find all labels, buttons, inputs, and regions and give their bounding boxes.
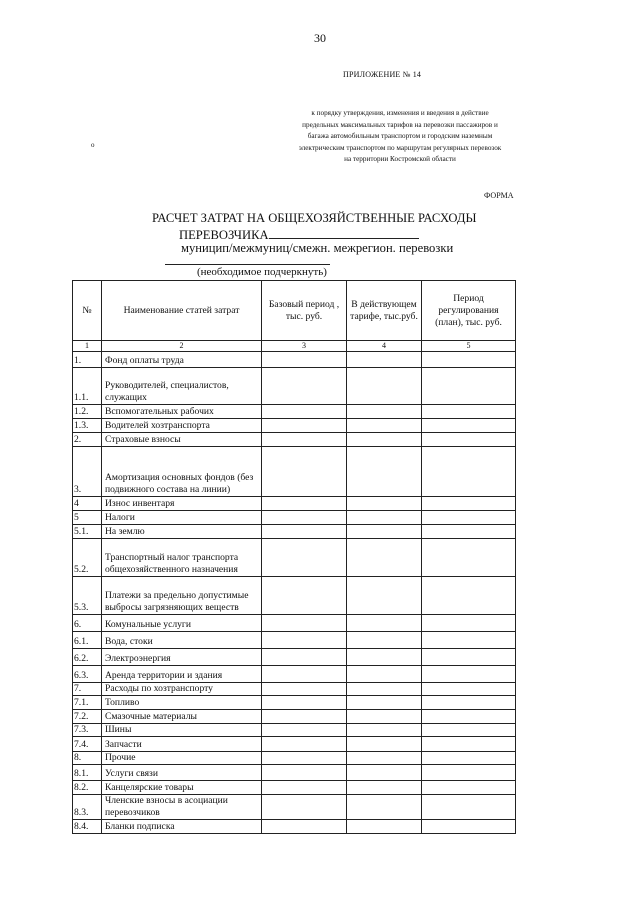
value-cell-plan-period[interactable] xyxy=(422,539,516,577)
value-cell-plan-period[interactable] xyxy=(422,820,516,834)
value-cell-base-period[interactable] xyxy=(262,710,347,724)
value-cell-base-period[interactable] xyxy=(262,352,347,368)
value-cell-base-period[interactable] xyxy=(262,820,347,834)
table-row xyxy=(73,632,516,649)
table-row xyxy=(73,405,516,419)
underline-rule xyxy=(165,264,330,265)
value-cell-plan-period[interactable] xyxy=(422,666,516,683)
value-cell-current-tariff[interactable] xyxy=(347,737,422,752)
transport-type-options: муницип/межмуниц/смежн. межрегион. перевозки xyxy=(181,241,454,255)
carrier-label: ПЕРЕВОЗЧИКА xyxy=(179,228,269,242)
value-cell-plan-period[interactable] xyxy=(422,724,516,737)
value-cell-base-period[interactable] xyxy=(262,649,347,666)
row-item-name: Шины xyxy=(102,724,262,737)
value-cell-plan-period[interactable] xyxy=(422,765,516,781)
value-cell-plan-period[interactable] xyxy=(422,352,516,368)
row-number: 6.3. xyxy=(73,666,102,683)
value-cell-base-period[interactable] xyxy=(262,368,347,405)
value-cell-plan-period[interactable] xyxy=(422,632,516,649)
table-row xyxy=(73,696,516,710)
value-cell-base-period[interactable] xyxy=(262,511,347,525)
row-item-name: Бланки подписка xyxy=(102,820,262,834)
value-cell-current-tariff[interactable] xyxy=(347,368,422,405)
row-number: 7.1. xyxy=(73,696,102,710)
row-number: 7. xyxy=(73,683,102,696)
value-cell-current-tariff[interactable] xyxy=(347,511,422,525)
value-cell-base-period[interactable] xyxy=(262,795,347,820)
value-cell-current-tariff[interactable] xyxy=(347,352,422,368)
row-number: 1.2. xyxy=(73,405,102,419)
value-cell-base-period[interactable] xyxy=(262,433,347,447)
value-cell-base-period[interactable] xyxy=(262,752,347,765)
row-item-name: Смазочные материалы xyxy=(102,710,262,724)
table-row xyxy=(73,433,516,447)
carrier-name-blank xyxy=(269,226,419,239)
row-number: 8. xyxy=(73,752,102,765)
value-cell-current-tariff[interactable] xyxy=(347,447,422,497)
row-item-name: Комунальные услуги xyxy=(102,615,262,632)
header-number: № xyxy=(73,281,102,341)
value-cell-current-tariff[interactable] xyxy=(347,696,422,710)
value-cell-base-period[interactable] xyxy=(262,683,347,696)
row-item-name: Запчасти xyxy=(102,737,262,752)
value-cell-plan-period[interactable] xyxy=(422,737,516,752)
value-cell-base-period[interactable] xyxy=(262,737,347,752)
value-cell-current-tariff[interactable] xyxy=(347,525,422,539)
margin-mark: о xyxy=(91,141,95,149)
value-cell-base-period[interactable] xyxy=(262,615,347,632)
value-cell-current-tariff[interactable] xyxy=(347,666,422,683)
row-item-name: Амортизация основных фондов (без подвижного состава на линии) xyxy=(102,447,262,497)
column-number: 5 xyxy=(422,341,516,352)
row-item-name: Фонд оплаты труда xyxy=(102,352,262,368)
row-number: 6.1. xyxy=(73,632,102,649)
page-number: 30 xyxy=(314,31,326,45)
row-item-name: Налоги xyxy=(102,511,262,525)
subtitle-line: электрическим транспортом по маршрутам регулярных перевозок xyxy=(298,143,502,152)
table-row xyxy=(73,737,516,752)
row-number: 3. xyxy=(73,447,102,497)
value-cell-plan-period[interactable] xyxy=(422,752,516,765)
row-number: 5.3. xyxy=(73,577,102,615)
table-row xyxy=(73,368,516,405)
row-item-name: Износ инвентаря xyxy=(102,497,262,511)
column-number-row xyxy=(73,341,516,352)
row-number: 8.3. xyxy=(73,795,102,820)
row-number: 7.4. xyxy=(73,737,102,752)
value-cell-base-period[interactable] xyxy=(262,666,347,683)
row-item-name: Страховые взносы xyxy=(102,433,262,447)
value-cell-current-tariff[interactable] xyxy=(347,405,422,419)
form-label: ФОРМА xyxy=(484,191,514,200)
value-cell-base-period[interactable] xyxy=(262,696,347,710)
row-number: 5 xyxy=(73,511,102,525)
value-cell-current-tariff[interactable] xyxy=(347,710,422,724)
value-cell-current-tariff[interactable] xyxy=(347,795,422,820)
value-cell-plan-period[interactable] xyxy=(422,710,516,724)
value-cell-current-tariff[interactable] xyxy=(347,820,422,834)
table-row xyxy=(73,447,516,497)
row-number: 7.3. xyxy=(73,724,102,737)
value-cell-base-period[interactable] xyxy=(262,405,347,419)
value-cell-base-period[interactable] xyxy=(262,632,347,649)
row-number: 5.1. xyxy=(73,525,102,539)
row-number: 1.1. xyxy=(73,368,102,405)
value-cell-plan-period[interactable] xyxy=(422,615,516,632)
value-cell-base-period[interactable] xyxy=(262,539,347,577)
row-item-name: Транспортный налог транспорта общехозяйственного назначения xyxy=(102,539,262,577)
table-row xyxy=(73,781,516,795)
row-item-name: Прочие xyxy=(102,752,262,765)
value-cell-base-period[interactable] xyxy=(262,577,347,615)
value-cell-current-tariff[interactable] xyxy=(347,433,422,447)
value-cell-plan-period[interactable] xyxy=(422,368,516,405)
table-row xyxy=(73,683,516,696)
value-cell-base-period[interactable] xyxy=(262,447,347,497)
column-number: 2 xyxy=(102,341,262,352)
value-cell-plan-period[interactable] xyxy=(422,447,516,497)
subtitle-line: предельных максимальных тарифов на перевозки пассажиров и xyxy=(302,120,498,129)
row-number: 1.3. xyxy=(73,419,102,433)
value-cell-plan-period[interactable] xyxy=(422,649,516,666)
appendix-subtitle xyxy=(250,108,550,166)
row-item-name: Канцелярские товары xyxy=(102,781,262,795)
value-cell-plan-period[interactable] xyxy=(422,795,516,820)
value-cell-current-tariff[interactable] xyxy=(347,781,422,795)
table-row xyxy=(73,497,516,511)
underline-note: (необходимое подчеркнуть) xyxy=(197,266,327,278)
table-row xyxy=(73,525,516,539)
row-number: 7.2. xyxy=(73,710,102,724)
value-cell-plan-period[interactable] xyxy=(422,511,516,525)
table-row xyxy=(73,752,516,765)
cost-table-container xyxy=(72,280,515,834)
value-cell-current-tariff[interactable] xyxy=(347,577,422,615)
subtitle-line: на территории Костромской области xyxy=(344,155,456,164)
value-cell-base-period[interactable] xyxy=(262,765,347,781)
value-cell-current-tariff[interactable] xyxy=(347,649,422,666)
row-item-name: Услуги связи xyxy=(102,765,262,781)
row-item-name: Членские взносы в асоциации перевозчиков xyxy=(102,795,262,820)
value-cell-plan-period[interactable] xyxy=(422,781,516,795)
row-item-name: Расходы по хозтранспорту xyxy=(102,683,262,696)
row-number: 8.4. xyxy=(73,820,102,834)
row-item-name: Вспомогательных рабочих xyxy=(102,405,262,419)
column-number: 1 xyxy=(73,341,102,352)
row-item-name: Электроэнергия xyxy=(102,649,262,666)
row-number: 1. xyxy=(73,352,102,368)
value-cell-plan-period[interactable] xyxy=(422,419,516,433)
table-row xyxy=(73,820,516,834)
subtitle-line: багажа автомобильным транспортом и городским наземным xyxy=(307,132,493,141)
value-cell-current-tariff[interactable] xyxy=(347,419,422,433)
row-item-name: Вода, стоки xyxy=(102,632,262,649)
column-number: 4 xyxy=(347,341,422,352)
header-current-tariff: В действующем тарифе, тыс.руб. xyxy=(347,281,422,341)
value-cell-base-period[interactable] xyxy=(262,419,347,433)
table-row xyxy=(73,724,516,737)
value-cell-current-tariff[interactable] xyxy=(347,632,422,649)
value-cell-plan-period[interactable] xyxy=(422,405,516,419)
table-row xyxy=(73,649,516,666)
value-cell-current-tariff[interactable] xyxy=(347,765,422,781)
value-cell-plan-period[interactable] xyxy=(422,577,516,615)
value-cell-plan-period[interactable] xyxy=(422,433,516,447)
appendix-label: ПРИЛОЖЕНИЕ № 14 xyxy=(343,70,422,79)
row-item-name: Платежи за предельно допустимые выбросы загрязняющих веществ xyxy=(102,577,262,615)
row-number: 4 xyxy=(73,497,102,511)
row-number: 8.2. xyxy=(73,781,102,795)
column-number: 3 xyxy=(262,341,347,352)
table-row xyxy=(73,666,516,683)
cost-table xyxy=(72,280,516,834)
value-cell-current-tariff[interactable] xyxy=(347,683,422,696)
header-base-period: Базовый период , тыс. руб. xyxy=(262,281,347,341)
header-item-name: Наименование статей затрат xyxy=(102,281,262,341)
value-cell-base-period[interactable] xyxy=(262,525,347,539)
value-cell-current-tariff[interactable] xyxy=(347,752,422,765)
table-row xyxy=(73,765,516,781)
row-number: 2. xyxy=(73,433,102,447)
subtitle-line: к порядку утверждения, изменения и введения в действие xyxy=(311,109,489,117)
value-cell-base-period[interactable] xyxy=(262,497,347,511)
value-cell-current-tariff[interactable] xyxy=(347,497,422,511)
value-cell-plan-period[interactable] xyxy=(422,696,516,710)
table-row xyxy=(73,511,516,525)
row-item-name: На землю xyxy=(102,525,262,539)
value-cell-base-period[interactable] xyxy=(262,781,347,795)
table-row xyxy=(73,352,516,368)
document-title: РАСЧЕТ ЗАТРАТ НА ОБЩЕХОЗЯЙСТВЕННЫЕ РАСХОДЫ xyxy=(152,211,477,225)
row-item-name: Водителей хозтранспорта xyxy=(102,419,262,433)
value-cell-current-tariff[interactable] xyxy=(347,724,422,737)
value-cell-plan-period[interactable] xyxy=(422,525,516,539)
table-row xyxy=(73,539,516,577)
table-row xyxy=(73,419,516,433)
table-row xyxy=(73,710,516,724)
table-row xyxy=(73,795,516,820)
row-number: 8.1. xyxy=(73,765,102,781)
header-plan-period: Период регулирования (план), тыс. руб. xyxy=(422,281,516,341)
value-cell-plan-period[interactable] xyxy=(422,683,516,696)
row-item-name: Топливо xyxy=(102,696,262,710)
row-item-name: Аренда территории и здания xyxy=(102,666,262,683)
value-cell-plan-period[interactable] xyxy=(422,497,516,511)
row-number: 5.2. xyxy=(73,539,102,577)
value-cell-base-period[interactable] xyxy=(262,724,347,737)
row-item-name: Руководителей, специалистов, служащих xyxy=(102,368,262,405)
row-number: 6. xyxy=(73,615,102,632)
table-row xyxy=(73,615,516,632)
table-header-row xyxy=(73,281,516,341)
value-cell-current-tariff[interactable] xyxy=(347,615,422,632)
table-row xyxy=(73,577,516,615)
value-cell-current-tariff[interactable] xyxy=(347,539,422,577)
row-number: 6.2. xyxy=(73,649,102,666)
